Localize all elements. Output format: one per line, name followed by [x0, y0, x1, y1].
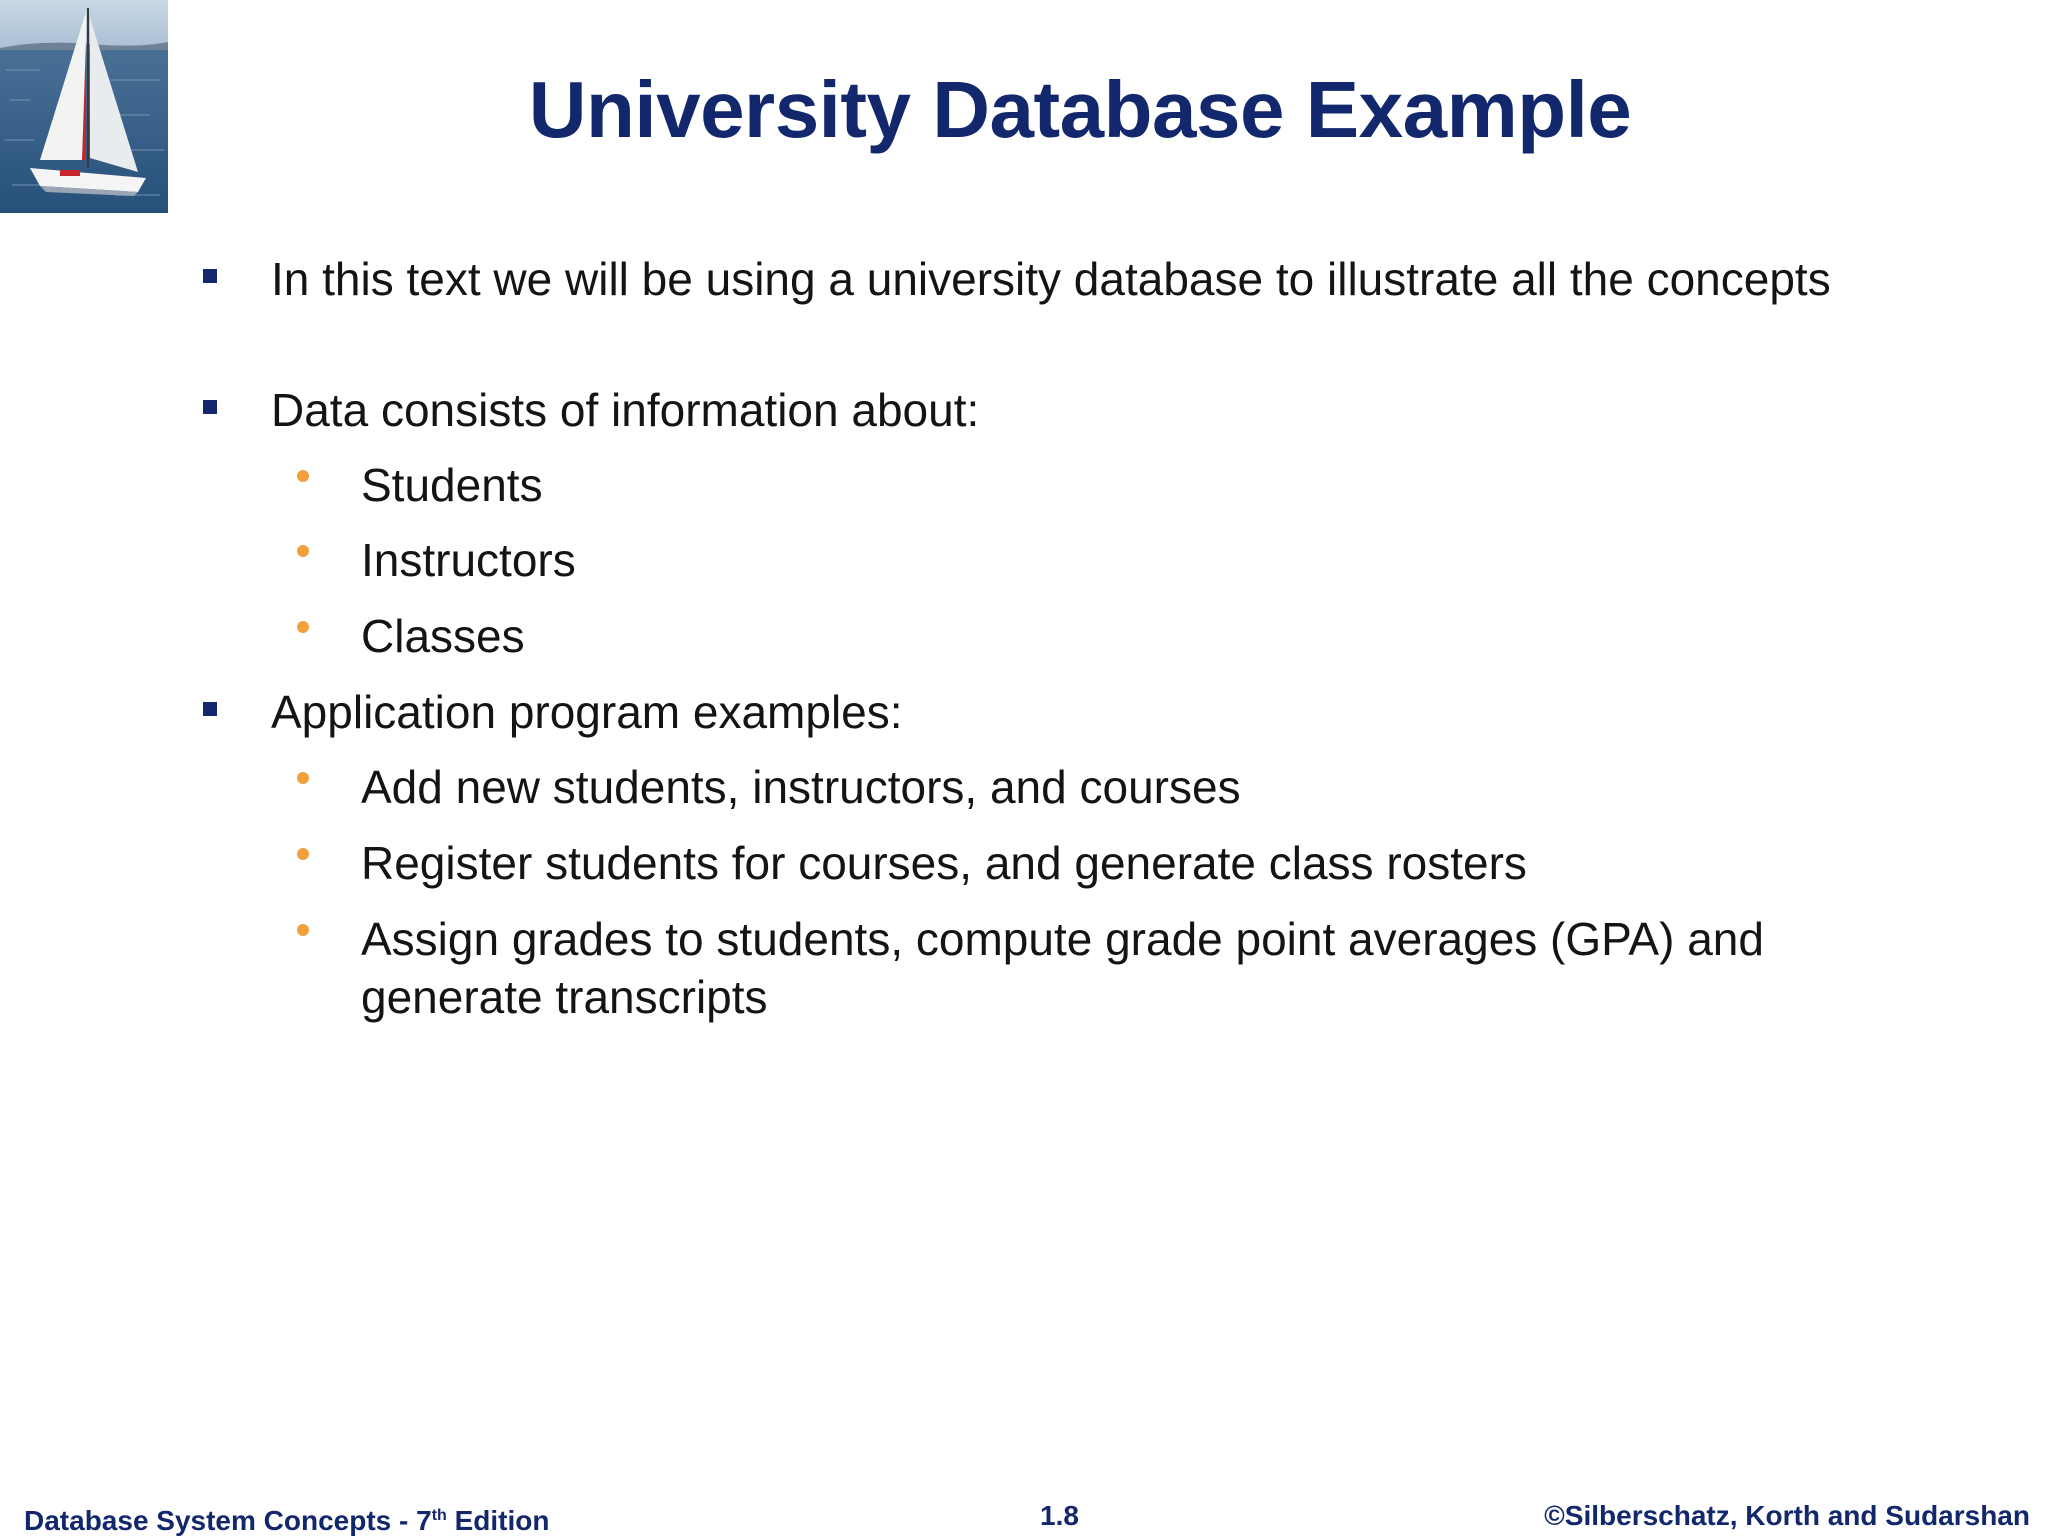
bullet-item	[271, 683, 1831, 741]
footer-copyright: ©Silberschatz, Korth and Sudarshan	[1544, 1500, 2030, 1531]
sub-bullet-text: Assign grades to students, compute grade point averages (GPA) and generate transcripts	[361, 913, 1764, 1023]
bullet-item	[271, 250, 1831, 308]
sub-bullet-item	[361, 834, 1821, 892]
dot-bullet-icon	[297, 924, 309, 936]
square-bullet-icon	[203, 400, 217, 414]
bullet-text: Data consists of information about:	[271, 384, 980, 436]
dot-bullet-icon	[297, 621, 309, 633]
footer-book-title	[24, 1499, 549, 1536]
footer-book-prefix: Database System Concepts - 7	[24, 1505, 432, 1536]
sub-bullet-text: Instructors	[361, 534, 576, 586]
footer-page-number: 1.8	[1040, 1500, 1079, 1531]
sub-bullet-item	[361, 607, 1821, 665]
sub-bullet-item	[361, 758, 1821, 816]
dot-bullet-icon	[297, 848, 309, 860]
dot-bullet-icon	[297, 470, 309, 482]
sub-bullet-text: Students	[361, 459, 543, 511]
dot-bullet-icon	[297, 545, 309, 557]
footer-book-suffix: Edition	[446, 1505, 550, 1536]
footer-book-superscript: th	[431, 1507, 447, 1524]
sub-bullet-text: Register students for courses, and generate class rosters	[361, 837, 1527, 889]
sub-bullet-text: Add new students, instructors, and courses	[361, 761, 1241, 813]
square-bullet-icon	[203, 702, 217, 716]
sub-bullet-item	[361, 531, 1821, 589]
square-bullet-icon	[203, 269, 217, 283]
bullet-item	[271, 381, 1831, 439]
sub-bullet-item	[361, 456, 1821, 514]
sub-bullet-item	[361, 910, 1821, 1026]
sub-bullet-text: Classes	[361, 610, 525, 662]
bullet-text: In this text we will be using a university database to illustrate all the concepts	[271, 253, 1831, 305]
slide-title: University Database Example	[528, 65, 1632, 154]
bullet-text: Application program examples:	[271, 686, 903, 738]
dot-bullet-icon	[297, 772, 309, 784]
